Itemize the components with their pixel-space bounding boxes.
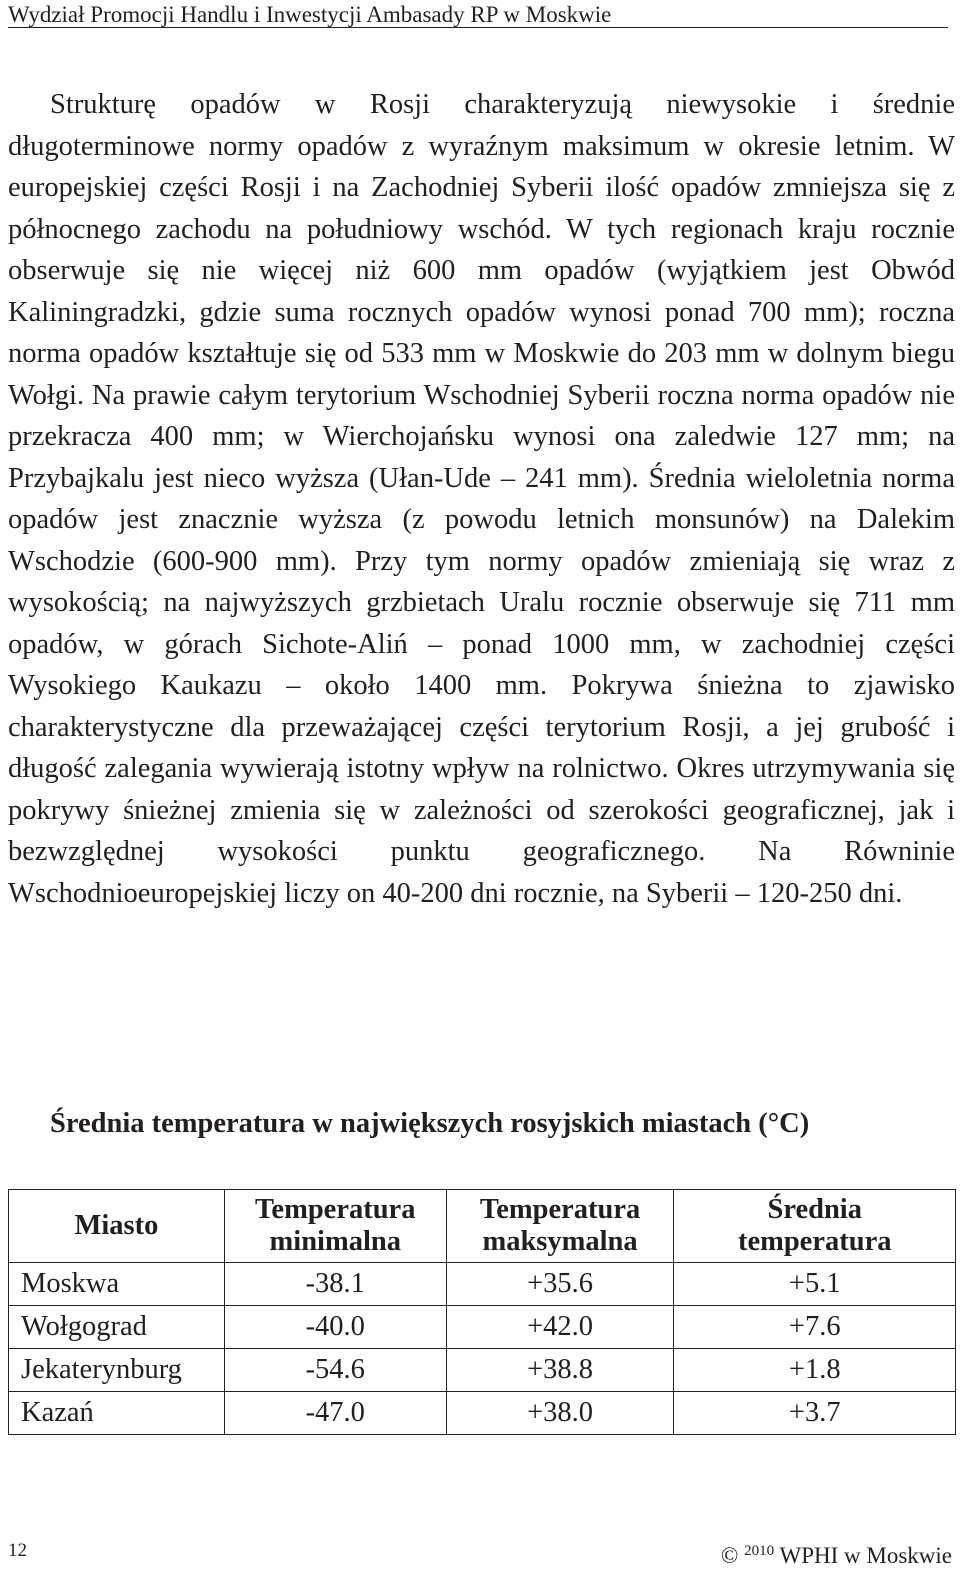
header-avg-temp: Średnia temperatura: [674, 1190, 956, 1263]
cell-min: -40.0: [224, 1306, 446, 1349]
copyright-icon: ©: [720, 1543, 739, 1568]
cell-min: -47.0: [224, 1392, 446, 1435]
cell-avg: +1.8: [674, 1349, 956, 1392]
cell-min: -38.1: [224, 1263, 446, 1306]
cell-max: +42.0: [446, 1306, 674, 1349]
cell-city: Wołgograd: [9, 1306, 225, 1349]
footer-publisher: WPHI w Moskwie: [779, 1543, 952, 1568]
header-max-temp: Temperatura maksymalna: [446, 1190, 674, 1263]
temperature-table: [8, 1189, 956, 1435]
table-header-row: [9, 1190, 956, 1263]
table-row: [9, 1349, 956, 1392]
cell-max: +38.8: [446, 1349, 674, 1392]
cell-city: Jekaterynburg: [9, 1349, 225, 1392]
cell-avg: +5.1: [674, 1263, 956, 1306]
cell-city: Moskwa: [9, 1263, 225, 1306]
table-row: [9, 1392, 956, 1435]
footer-year: 2010: [744, 1543, 775, 1559]
table-row: [9, 1306, 956, 1349]
body-paragraph: Strukturę opadów w Rosji charakteryzują niewysokie i średnie długoterminowe normy opadów z wyraźnym maksimum w okresie letnim. W europejskiej części Rosji i na Zachodniej Syberii ilość opadów zmniejsza się z północnego zachodu na południowy wschód. W tych regionach kraju rocznie obserwuje się nie więcej niż 600 mm opadów (wyjątkiem jest Obwód Kaliningradzki, gdzie suma rocznych opadów wynosi ponad 700 mm); roczna norma opadów kształtuje się od 533 mm w Moskwie do 203 mm w dolnym biegu Wołgi. Na prawie całym terytorium Wschodniej Syberii roczna norma opadów nie przekracza 400 mm; w Wierchojańsku wynosi ona zaledwie 127 mm; na Przybajkalu jest nieco wyższa (Ułan-Ude – 241 mm). Średnia wieloletnia norma opadów jest znacznie wyższa (z powodu letnich monsunów) na Dalekim Wschodzie (600-900 mm). Przy tym normy opadów zmieniają się wraz z wysokością; na najwyższych grzbietach Uralu rocznie obserwuje się 711 mm opadów, w górach Sichote-Aliń – ponad 1000 mm, w zachodniej części Wysokiego Kaukazu – około 1400 mm. Pokrywa śnieżna to zjawisko charakterystyczne dla przeważającej części terytorium Rosji, a jej grubość i długość zalegania wywierają istotny wpływ na rolnictwo. Okres utrzymywania się pokrywy śnieżnej zmienia się w zależności od szerokości geograficznej, jak i bezwzględnej wysokości punktu geograficznego. Na Równinie Wschodnioeuropejskiej liczy on 40-200 dni rocznie, na Syberii – 120-250 dni.: [8, 89, 955, 909]
table-title: Średnia temperatura w największych rosyjskich miastach (°C): [50, 1108, 810, 1139]
cell-max: +35.6: [446, 1263, 674, 1306]
footer-copyright: [721, 1538, 952, 1569]
table-row: [9, 1263, 956, 1306]
cell-avg: +3.7: [674, 1392, 956, 1435]
header-city: Miasto: [9, 1190, 225, 1263]
header-min-temp: Temperatura minimalna: [224, 1190, 446, 1263]
page-number: 12: [8, 1540, 27, 1561]
cell-city: Kazań: [9, 1392, 225, 1435]
cell-max: +38.0: [446, 1392, 674, 1435]
header-title: Wydział Promocji Handlu i Inwestycji Ambasady RP w Moskwie: [8, 2, 612, 27]
cell-avg: +7.6: [674, 1306, 956, 1349]
page-header: [8, 0, 948, 28]
cell-min: -54.6: [224, 1349, 446, 1392]
